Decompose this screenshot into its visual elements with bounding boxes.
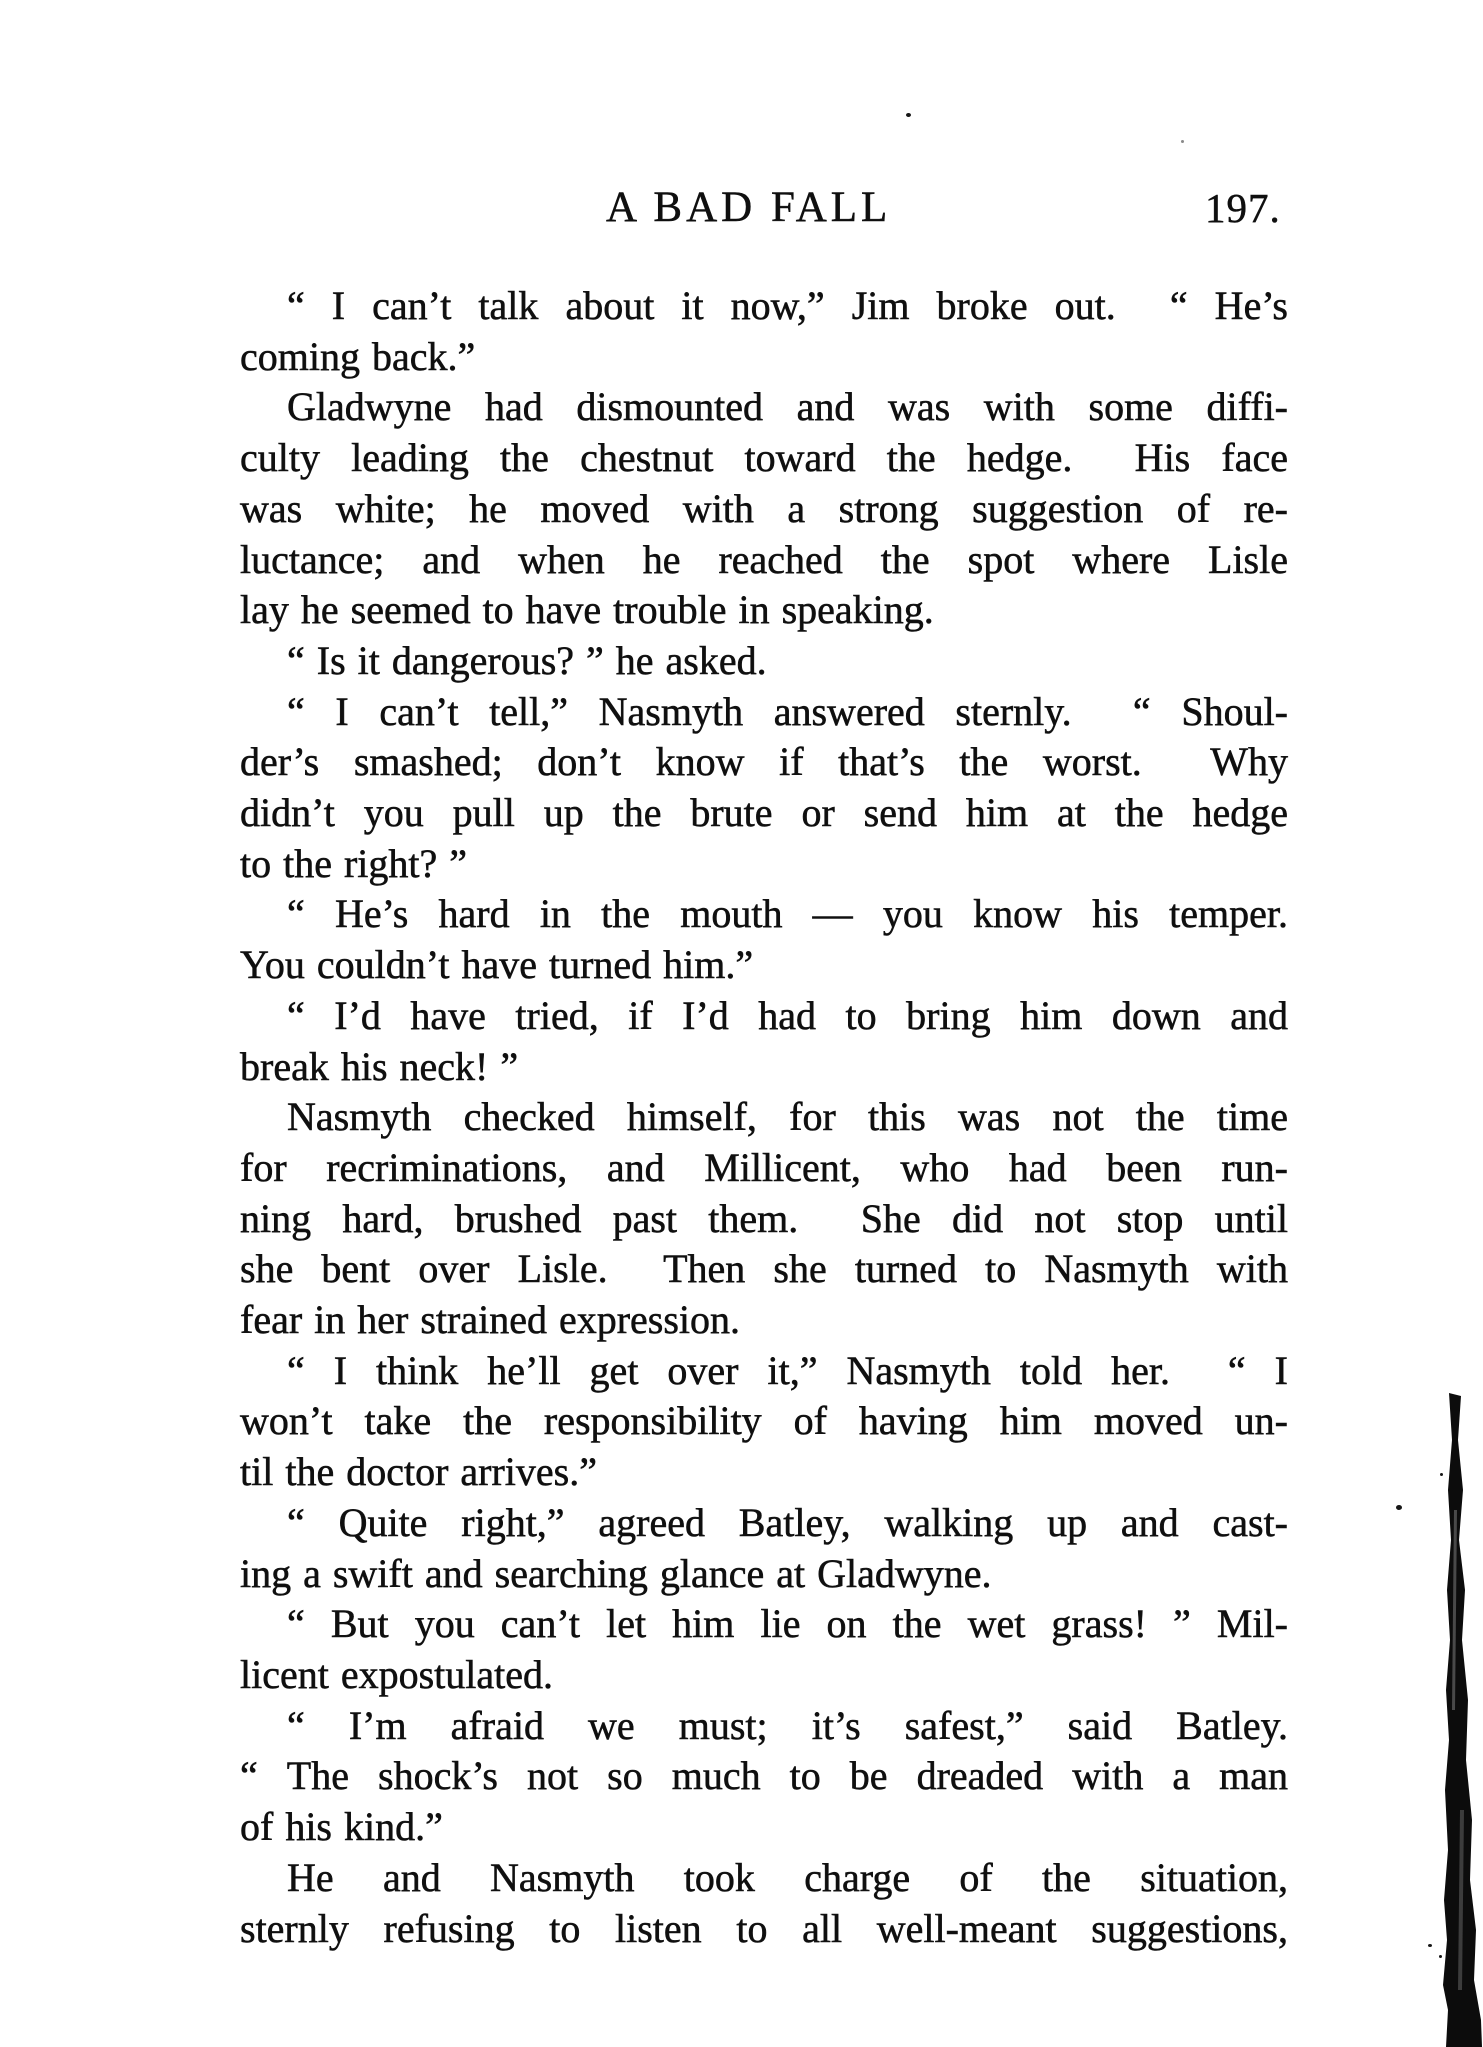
text-line: “ But you can’t let him lie on the wet grass! ” Mil-	[287, 1601, 1288, 1647]
text-line: “ Is it dangerous? ” he asked.	[287, 637, 767, 683]
text-line: she bent over Lisle. Then she turned to Nasmyth with	[240, 1246, 1288, 1292]
text-line: “ I’m afraid we must; it’s safest,” said Batley.	[287, 1702, 1288, 1748]
text-line: You couldn’t have turned him.”	[240, 942, 754, 988]
text-line: der’s smashed; don’t know if that’s the worst. Why	[240, 739, 1288, 785]
text-line: luctance; and when he reached the spot where Lisle	[240, 536, 1288, 582]
scan-speck	[1181, 140, 1184, 143]
text-line: He and Nasmyth took charge of the situation,	[287, 1854, 1288, 1900]
text-line: “ I can’t talk about it now,” Jim broke out. “ He’s	[287, 283, 1288, 328]
text-line: of his kind.”	[240, 1804, 443, 1850]
text-line: “ I think he’ll get over it,” Nasmyth told her. “ I	[287, 1347, 1288, 1393]
text-line: “ He’s hard in the mouth — you know his temper.	[287, 891, 1288, 937]
text-line: coming back.”	[240, 333, 476, 379]
text-line: ing a swift and searching glance at Gladwyne.	[240, 1550, 992, 1596]
page-number: 197.	[1205, 185, 1281, 231]
text-line: won’t take the responsibility of having him moved un-	[240, 1398, 1288, 1444]
text-line: Nasmyth checked himself, for this was not the time	[287, 1094, 1288, 1140]
scan-artifact-streak	[1440, 1390, 1483, 2047]
text-line: “ Quite right,” agreed Batley, walking up and cast-	[287, 1499, 1288, 1545]
text-line: culty leading the chestnut toward the hedge. His face	[240, 435, 1288, 481]
scan-speck	[906, 113, 911, 117]
text-line: “ I can’t tell,” Nasmyth answered sternly. “ Shoul-	[287, 688, 1288, 734]
page-body	[240, 281, 1288, 1954]
text-line: to the right? ”	[240, 840, 468, 886]
text-line: break his neck! ”	[240, 1043, 519, 1089]
text-line: fear in her strained expression.	[240, 1297, 741, 1343]
scan-speck	[1428, 1944, 1432, 1947]
text-line: sternly refusing to listen to all well-meant suggestions,	[240, 1905, 1288, 1951]
text-line: ning hard, brushed past them. She did not stop until	[240, 1195, 1288, 1241]
text-line: Gladwyne had dismounted and was with some diffi-	[287, 384, 1288, 430]
scan-speck	[1396, 1505, 1402, 1510]
text-line: didn’t you pull up the brute or send him at the hedge	[240, 790, 1288, 836]
text-line: lay he seemed to have trouble in speaking.	[240, 587, 934, 633]
page-title: A BAD FALL	[606, 184, 892, 231]
text-line: licent expostulated.	[240, 1651, 554, 1697]
text-line: til the doctor arrives.”	[240, 1449, 597, 1495]
text-line: was white; he moved with a strong suggestion of re-	[240, 485, 1288, 531]
text-line: “ The shock’s not so much to be dreaded with a man	[240, 1753, 1288, 1799]
text-line: “ I’d have tried, if I’d had to bring him down and	[287, 992, 1288, 1038]
text-line: for recriminations, and Millicent, who had been run-	[240, 1144, 1288, 1190]
